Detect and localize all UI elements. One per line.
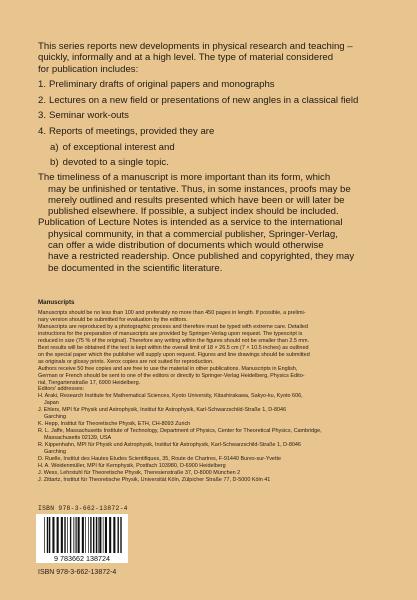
manuscripts-line: Best results will be obtained if the text is kept within the overall limit of 18 × 26.5 cm (7 × 10.5 inches) as outlined — [38, 344, 309, 351]
list-number: 4. — [38, 125, 47, 137]
barcode-bar — [90, 517, 91, 553]
barcode-bar — [47, 517, 48, 553]
barcode-bar — [44, 517, 45, 553]
body-line: The timeliness of a manuscript is more important than its form, which — [38, 172, 331, 184]
manuscripts-line: Massachusetts 02139, USA — [44, 435, 112, 442]
sub-letter: b) — [50, 156, 59, 168]
meeting-conditions — [38, 142, 404, 169]
barcode-bar — [103, 517, 104, 553]
manuscripts-line: rial, Tiergartenstraße 17, 6900 Heidelberg. — [38, 379, 141, 386]
barcode-bar — [52, 517, 54, 553]
barcode-bar — [73, 517, 74, 553]
manuscripts-line: instructions for the preparation of manuscripts are provided by Springer-Verlag upon request. The typescript is — [38, 330, 303, 337]
body-line: physical community, in that a commercial publisher, Springer-Verlag, — [48, 228, 338, 240]
sub-letter: a) — [50, 141, 59, 153]
manuscripts-heading: Manuscripts — [38, 299, 75, 306]
barcode-bar — [93, 517, 94, 553]
list-item — [38, 110, 404, 121]
barcode-bar — [64, 517, 65, 553]
timeliness-paragraph — [38, 172, 404, 274]
barcode-bar — [99, 517, 101, 553]
body-line: can offer a wide distribution of documents which would otherwise — [48, 240, 324, 252]
list-text: Preliminary drafts of original papers and monographs — [49, 78, 275, 90]
sub-text: devoted to a single topic. — [62, 156, 169, 168]
sub-text: of exceptional interest and — [62, 141, 175, 153]
barcode-bar — [49, 517, 50, 553]
body-line: Publication of Lecture Notes is intended as a service to the international — [38, 217, 343, 229]
manuscripts-line: German or French should be sent to one of the editors or directly to Springer-Verlag Heidelberg, Physics Edito- — [38, 372, 305, 379]
isbn-label-top: ISBN 978-3-662-13872-4 — [38, 505, 128, 512]
list-number: 1. — [38, 78, 47, 90]
series-description — [38, 41, 404, 274]
intro-line: quickly, informally and at a high level. The type of material considered — [38, 52, 334, 64]
manuscripts-line: J. Zittartz, Institut für Theoretische Physik, Universität Köln, Zülpicher Straße 77, D-5000 Köln 41 — [38, 476, 271, 483]
barcode-bar — [57, 517, 59, 553]
list-item — [38, 126, 404, 137]
isbn-label-bottom: ISBN 978-3-662-13872-4 — [38, 569, 117, 576]
manuscripts-line: Manuscripts should be no less than 100 and preferably no more than 450 pages in length. If possible, a prelimi- — [38, 310, 306, 316]
body-line: have a restricted readership. Once published and copyrighted, they may — [48, 251, 355, 263]
sub-item — [38, 142, 404, 153]
barcode-bar — [67, 517, 68, 553]
body-line: be documented in the scientific literature. — [48, 262, 223, 274]
manuscripts-line: Editors' addresses: — [38, 386, 85, 393]
isbn-barcode — [36, 514, 128, 563]
intro-paragraph — [38, 41, 404, 75]
intro-line: This series reports new developments in physical research and teaching – — [38, 41, 353, 52]
material-list — [38, 79, 404, 137]
manuscripts-line: J. Wess, Lehrstuhl für Theoretische Physik, Theresienstraße 37, D-8000 München 2 — [38, 469, 241, 476]
body-line: may be unfinished or tentative. Thus, in some instances, proofs may be — [48, 183, 351, 195]
manuscripts-line: on the special paper which the publisher will supply upon request. Figures and line drawings should be submitted — [38, 351, 310, 358]
manuscripts-line: reduced in size (75 % of the original). Therefore any writing within the figures should not be smaller than 2.5 mm. — [38, 337, 310, 344]
manuscripts-line: Authors receive 50 free copies and are free to use the material in other publications. Manuscripts in English, — [38, 365, 298, 372]
manuscripts-line: nary version should be submitted for evaluation by the editors. — [38, 316, 188, 323]
body-line: published elsewhere. If possible, a subject index should be included. — [48, 206, 339, 218]
barcode-bar — [120, 517, 121, 553]
manuscripts-text — [38, 310, 404, 484]
barcode-graphic — [36, 514, 128, 563]
barcode-bar — [78, 517, 80, 553]
list-text: Reports of meetings, provided they are — [49, 125, 215, 137]
manuscripts-line: Manuscripts are reproduced by a photographic process and therefore must be typed with extreme care. Detailed — [38, 323, 308, 330]
list-item — [38, 95, 404, 106]
barcode-bar — [85, 517, 86, 553]
barcode-bar — [70, 517, 71, 553]
manuscripts-line: Garching — [44, 414, 67, 421]
barcode-bar — [76, 517, 77, 553]
list-text: Seminar work-outs — [49, 110, 129, 122]
barcode-digits: 9 783662 138724 — [54, 554, 110, 563]
barcode-bar — [61, 517, 63, 553]
manuscripts-line: R. Kippenhahn, MPI für Physik und Astrophysik, Institut für Astrophysik, Karl-Schwarzschild-Straße 1, D-8046 — [38, 442, 301, 449]
barcode-bar — [98, 517, 99, 553]
barcode-bar — [118, 517, 119, 553]
intro-line: for publication includes: — [38, 63, 139, 75]
manuscripts-line: H. A. Weidenmüller, MPI für Kernphysik, Postfach 103980, D-6900 Heidelberg — [38, 462, 226, 469]
list-text: Lectures on a new field or presentations of new angles in a classical field — [49, 94, 359, 106]
manuscripts-line: H. Araki, Research Institute for Mathematical Sciences, Kyoto University, Kitashirakawa, Sakyo-ku, Kyoto 606, — [38, 393, 303, 400]
list-number: 3. — [38, 110, 47, 122]
barcode-bar — [82, 517, 84, 553]
barcode-bar — [75, 517, 76, 553]
manuscripts-line: as originals or glossy prints. Xerox copies are not suited for reproduction. — [38, 358, 214, 365]
manuscripts-line: Japan — [44, 400, 59, 407]
barcode-bar — [109, 517, 111, 553]
barcode-bar — [105, 517, 107, 553]
list-item — [38, 79, 404, 90]
barcode-bar — [96, 517, 97, 553]
sub-item — [38, 157, 404, 168]
manuscripts-line: K. Hepp, Institut für Theoretische Physik, ETH, CH-8093 Zurich — [38, 421, 191, 428]
barcode-bar — [113, 517, 115, 553]
barcode-bar — [88, 517, 89, 553]
manuscripts-line: Garching — [44, 449, 67, 456]
manuscripts-line: J. Ehlers, MPI für Physik und Astrophysik, Institut für Astrophysik, Karl-Schwarzschild-Straße 1, D-8046 — [38, 407, 287, 414]
list-number: 2. — [38, 94, 47, 106]
manuscripts-line: R. L. Jaffe, Massachusetts Institute of Technology, Department of Physics, Center for Theoretical Physics, Cambridge, — [38, 428, 322, 435]
body-line: merely outlined and results presented which have been or will later be — [48, 194, 345, 206]
manuscripts-line: D. Ruelle, Institut des Hautes Etudes Scientifiques, 35, Route de Chartres, F-91440 Bures-sur-Yvette — [38, 456, 281, 463]
